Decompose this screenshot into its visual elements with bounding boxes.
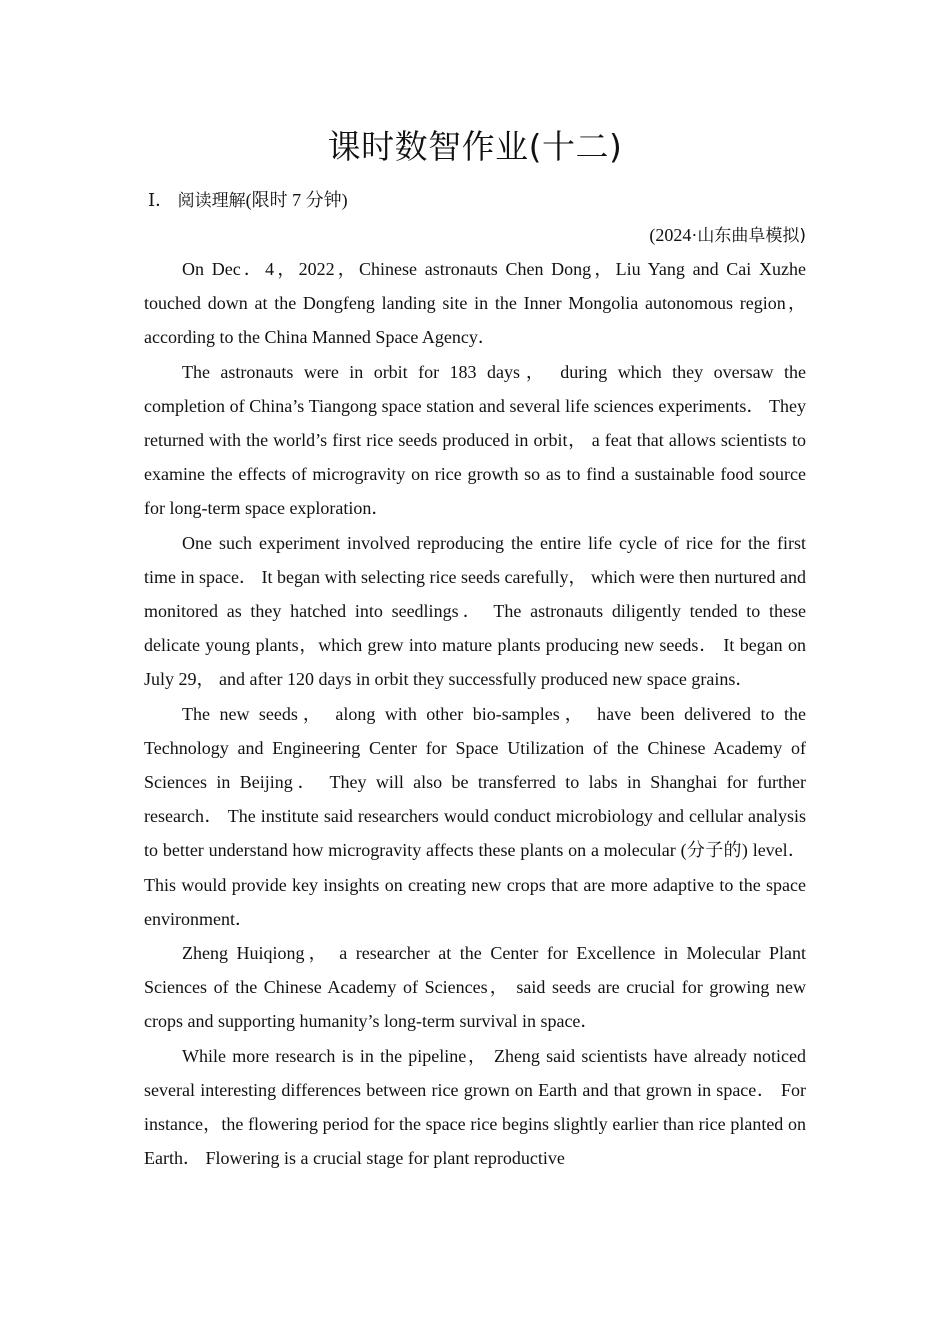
reading-passage <box>144 252 806 1206</box>
document-page <box>144 118 806 1206</box>
page-title: 课时数智作业(十二) <box>327 127 623 166</box>
paragraph-1: On Dec．4，2022，Chinese astronauts Chen Dong，Liu Yang and Cai Xuzhe touched down at the Dongfeng landing site in the Inner Mongolia autonomous region，according to the China Manned Space Agency． <box>144 259 806 348</box>
section-title: 阅读理解 <box>177 191 246 211</box>
paragraph-5: Zheng Huiqiong， a researcher at the Center for Excellence in Molecular Plant Sciences of the Chinese Academy of Sciences， said seeds are crucial for growing new crops and supporting humanity’s long-term survival in space． <box>144 943 806 1032</box>
source-year: (2024 <box>649 225 692 245</box>
source-place: 山东曲阜模拟) <box>697 226 806 246</box>
passage-source <box>144 221 806 250</box>
paragraph-3: One such experiment involved reproducing the entire life cycle of rice for the first time in space． It began with selecting rice seeds carefully， which were then nurtured and monitored as they hatched into seedlings． The astronauts diligently tended to these delicate young plants，which grew into mature plants producing new seeds． It began on July 29， and after 120 days in orbit they successfully produced new space grains． <box>144 532 806 690</box>
source-separator: · <box>691 225 698 245</box>
paragraph-4: The new seeds， along with other bio-samples， have been delivered to the Technology and Engineering Center for Space Utilization of the Chinese Academy of Sciences in Beijing． They will also be transferred to labs in Shanghai for further research． The institute said researchers would conduct microbiology and cellular analysis to better understand how microgravity affects these plants on a molecular (分子的) level． This would provide key insights on creating new crops that are more adaptive to the space environment． <box>144 703 806 929</box>
paragraph-6: While more research is in the pipeline， Zheng said scientists have already noticed several interesting differences between rice grown on Earth and that grown in space． For instance，the flowering period for the space rice begins slightly earlier than rice planted on Earth． Flowering is a crucial stage for plant reproductive <box>144 1045 806 1169</box>
time-limit-note: (限时 7 分钟) <box>245 190 348 210</box>
paragraph-2: The astronauts were in orbit for 183 days， during which they oversaw the completion of China’s Tiangong space station and several life sciences experiments． They returned with the world’s first rice seeds produced in orbit， a feat that allows scientists to examine the effects of microgravity on rice growth so as to find a sustainable food source for long-term space exploration． <box>144 361 806 519</box>
section-number: Ⅰ． <box>148 190 174 210</box>
section-heading <box>144 186 806 215</box>
